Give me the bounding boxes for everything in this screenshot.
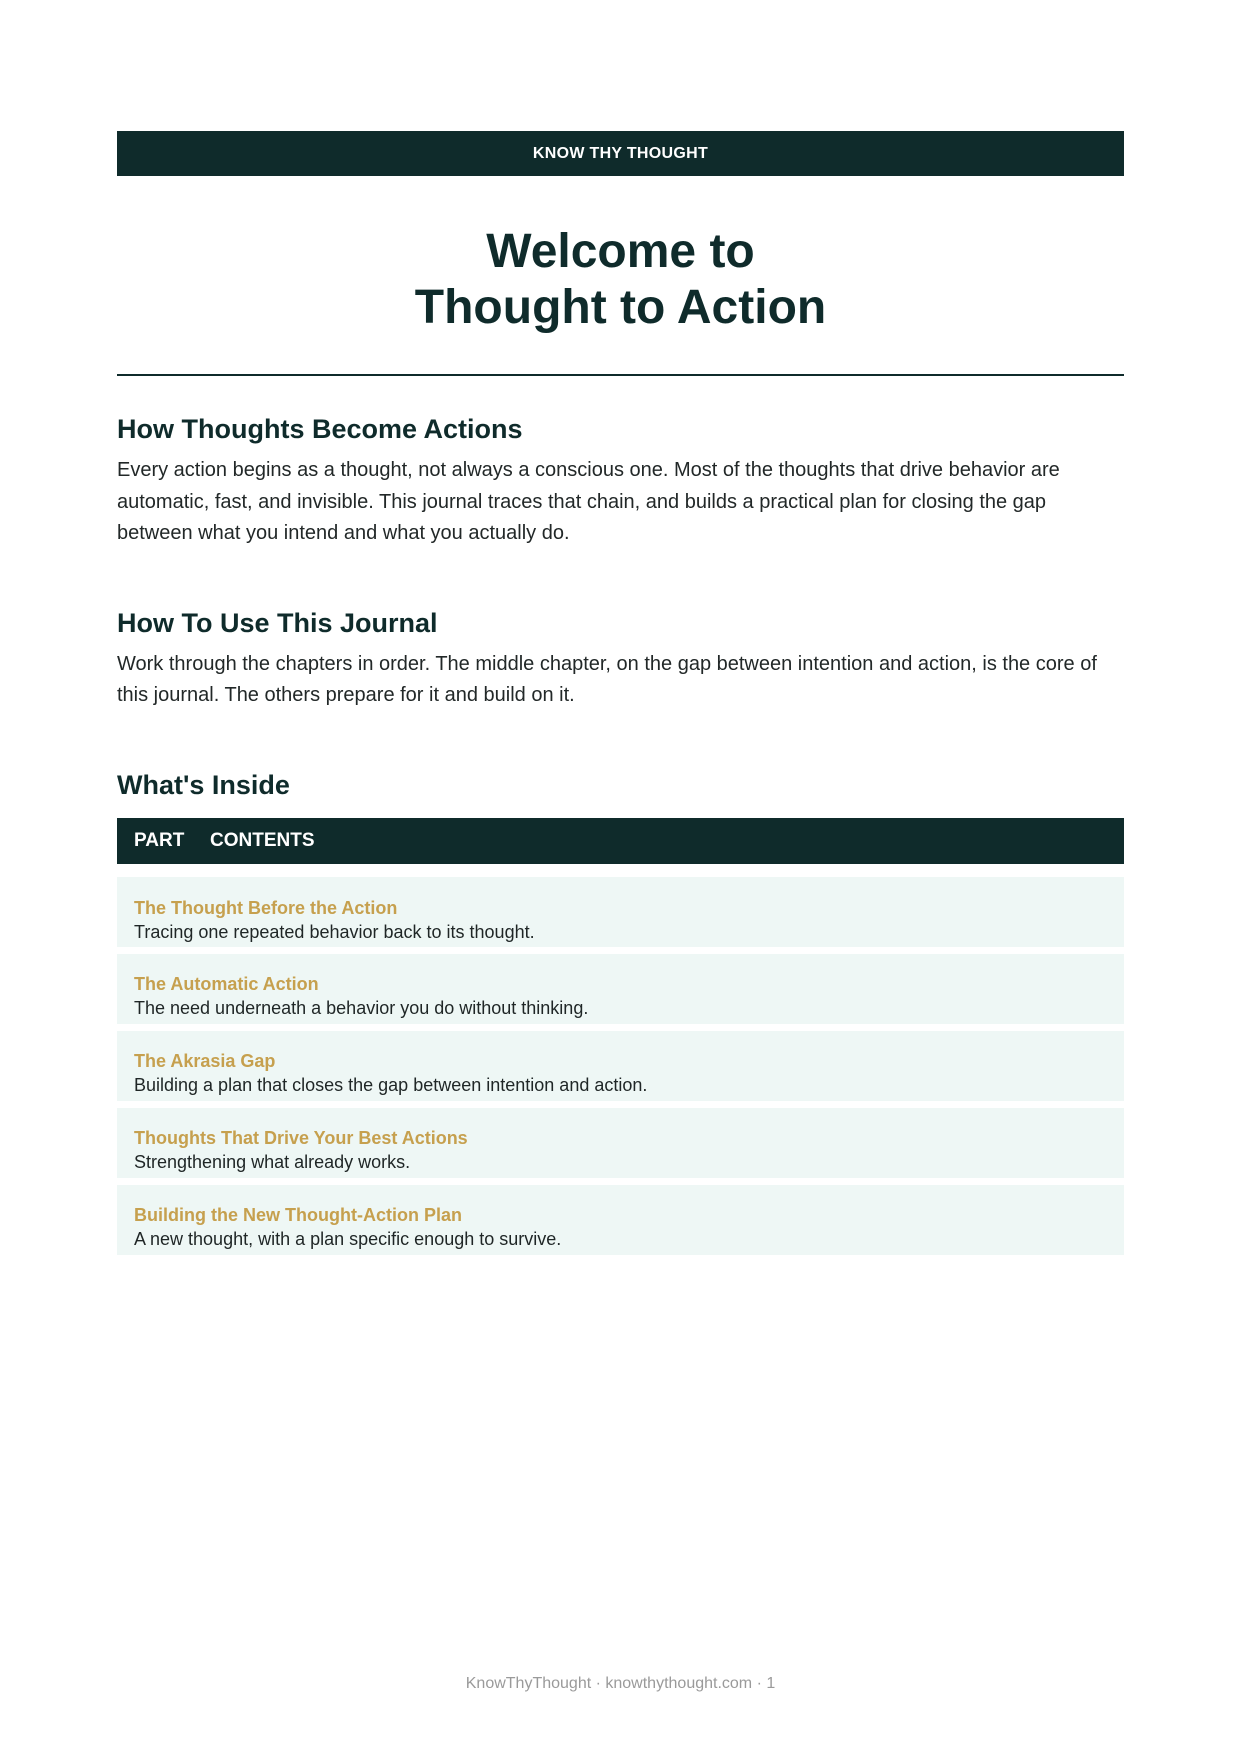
brand-banner-label: KNOW THY THOUGHT — [532, 144, 709, 162]
page-title-line-1: Welcome to — [486, 225, 755, 278]
title-divider — [117, 374, 1124, 376]
toc-row-title: The Automatic Action — [134, 973, 319, 994]
toc-row-description: A new thought, with a plan specific enough to survive. — [134, 1228, 562, 1249]
toc-row — [117, 877, 1124, 947]
section-body: Every action begins as a thought, not always a conscious one. Most of the thoughts that drive behavior are automatic, fast, and invisible. This journal traces that chain, and builds a practical plan for closing the gap between what you intend and what you actually do. — [117, 459, 1060, 544]
brand-banner — [117, 131, 1124, 176]
toc-row — [117, 1108, 1124, 1178]
section-whats-inside — [117, 769, 1124, 1255]
toc-row — [117, 954, 1124, 1024]
toc-row-title: The Akrasia Gap — [134, 1050, 276, 1071]
page-title-line-2: Thought to Action — [414, 281, 827, 334]
section-how-to-use-this-journal — [117, 607, 1124, 712]
document-page — [117, 131, 1124, 1262]
toc-row-title: Building the New Thought-Action Plan — [134, 1204, 462, 1225]
toc-column-contents: CONTENTS — [210, 829, 315, 851]
toc-row-description: Strengthening what already works. — [134, 1151, 411, 1172]
toc-row — [117, 1185, 1124, 1255]
page-footer: KnowThyThought · knowthythought.com · 1 — [465, 1675, 776, 1692]
toc-row-description: Building a plan that closes the gap between intention and action. — [134, 1074, 648, 1095]
section-heading: What's Inside — [117, 769, 290, 800]
page-title — [117, 224, 1124, 336]
toc-row-title: Thoughts That Drive Your Best Actions — [134, 1127, 468, 1148]
toc-row — [117, 1031, 1124, 1101]
toc-list — [117, 877, 1124, 1255]
toc-row-title: The Thought Before the Action — [134, 897, 398, 918]
toc-table-header — [117, 818, 1124, 864]
section-heading: How To Use This Journal — [117, 607, 438, 638]
section-how-thoughts-become-actions — [117, 413, 1124, 550]
toc-column-part: PART — [134, 829, 185, 851]
toc-row-description: The need underneath a behavior you do without thinking. — [134, 997, 589, 1018]
section-body: Work through the chapters in order. The middle chapter, on the gap between intention and action, is the core of this journal. The others prepare for it and build on it. — [117, 652, 1097, 706]
toc-row-description: Tracing one repeated behavior back to its thought. — [134, 921, 535, 942]
section-heading: How Thoughts Become Actions — [117, 414, 523, 444]
